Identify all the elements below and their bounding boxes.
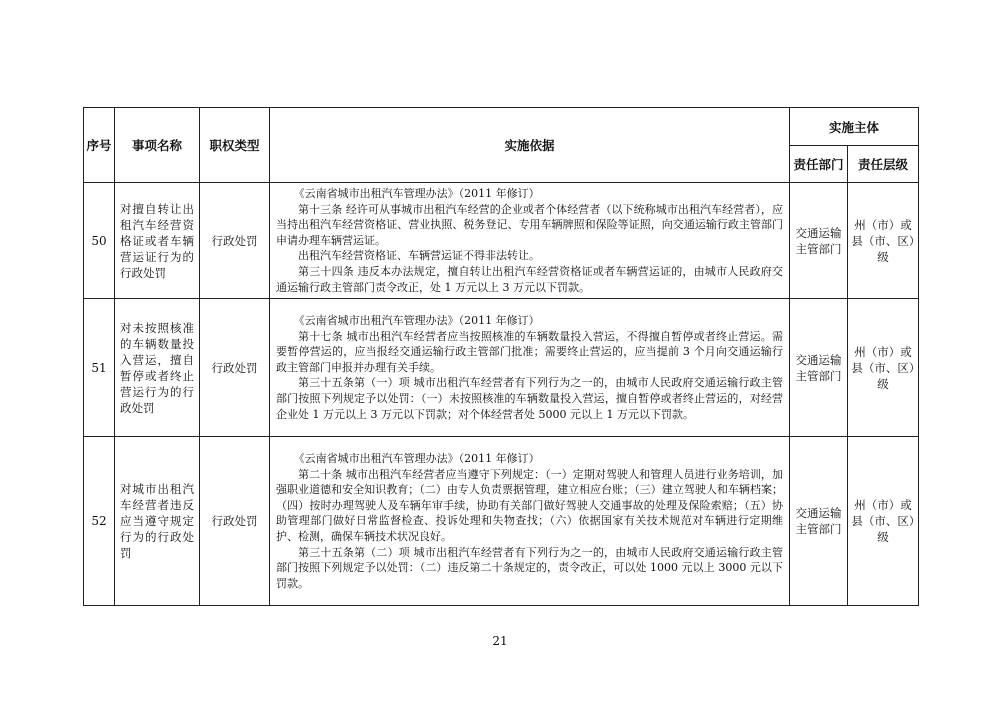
basis-paragraph: 出租汽车经营资格证、车辆营运证不得非法转让。 xyxy=(298,249,540,263)
basis-law-title: 《云南省城市出租汽车管理办法》（2011 年修订） xyxy=(293,187,540,200)
enforcement-items-table xyxy=(83,107,919,606)
row-seq: 51 xyxy=(84,299,115,437)
header-item-name: 事项名称 xyxy=(115,108,200,183)
row-item-name: 对城市出租汽车经营者违反应当遵守规定行为的行政处罚 xyxy=(115,437,200,606)
basis-law-title: 《云南省城市出租汽车管理办法》（2011 年修订） xyxy=(293,451,540,465)
row-level: 州（市）或县（市、区）级 xyxy=(848,299,919,437)
row-power-type: 行政处罚 xyxy=(200,437,270,606)
row-level: 州（市）或县（市、区）级 xyxy=(848,183,919,299)
row-basis xyxy=(270,299,790,437)
table-row xyxy=(84,437,919,606)
basis-paragraph: 第十七条 城市出租汽车经营者应当按照核准的车辆数量投入营运，不得擅自暂停或者终止营运。需要暂停营运的，应当报经交通运输行政主管部门批准；需要终止营运的，应当提前 3 个月向交通运输行政主管部门申报并办理有关手续。 xyxy=(276,329,783,374)
row-item-name: 对未按照核准的车辆数量投入营运，擅自暂停或者终止营运行为的行政处罚 xyxy=(115,299,200,437)
page-number: 21 xyxy=(492,634,508,648)
basis-paragraph: 第三十四条 违反本办法规定，擅自转让出租汽车经营资格证或者车辆营运证的，由城市人民政府交通运输行政主管部门责令改正，处 1 万元以上 3 万元以下罚款。 xyxy=(276,264,783,294)
basis-paragraph: 第三十五条第（一）项 城市出租汽车经营者有下列行为之一的，由城市人民政府交通运输行政主管部门按照下列规定予以处罚：（一）未按照核准的车辆数量投入营运，擅自暂停或者终止营运的，对经营企业处 1 万元以上 3 万元以下罚款；对个体经营者处 5000 元以上 1 万元以下罚款。 xyxy=(276,376,783,421)
row-power-type: 行政处罚 xyxy=(200,299,270,437)
row-basis xyxy=(270,437,790,606)
basis-paragraph: 第三十五条第（二）项 城市出租汽车经营者有下列行为之一的，由城市人民政府交通运输行政主管部门按照下列规定予以处罚：（二）违反第二十条规定的，责令改正，可以处 1000 元以上 3000 元以下罚款。 xyxy=(276,545,783,590)
row-item-name: 对擅自转让出租汽车经营资格证或者车辆营运证行为的行政处罚 xyxy=(115,183,200,299)
header-basis: 实施依据 xyxy=(270,108,790,183)
header-power-type: 职权类型 xyxy=(200,108,270,183)
row-dept: 交通运输主管部门 xyxy=(790,299,848,437)
header-level: 责任层级 xyxy=(848,146,919,183)
row-seq: 52 xyxy=(84,437,115,606)
row-seq: 50 xyxy=(84,183,115,299)
header-dept: 责任部门 xyxy=(790,146,848,183)
table-row xyxy=(84,299,919,437)
basis-paragraph: 第二十条 城市出租汽车经营者应当遵守下列规定：（一）定期对驾驶人和管理人员进行业务培训，加强职业道德和安全知识教育；（二）由专人负责票据管理，建立相应台账；（三）建立驾驶人和车辆档案；（四）按时办理驾驶人及车辆年审手续，协助有关部门做好驾驶人交通事故的处理及保险索赔；（五）协助管理部门做好日常监督检查、投诉处理和失物查找；（六）依据国家有关技术规范对车辆进行定期维护、检测，确保车辆技术状况良好。 xyxy=(276,467,783,543)
row-level: 州（市）或县（市、区）级 xyxy=(848,437,919,606)
header-subject: 实施主体 xyxy=(790,108,919,146)
row-basis xyxy=(270,183,790,299)
basis-law-title: 《云南省城市出租汽车管理办法》（2011 年修订） xyxy=(293,314,540,328)
header-seq: 序号 xyxy=(84,108,115,183)
basis-paragraph: 第十三条 经许可从事城市出租汽车经营的企业或者个体经营者（以下统称城市出租汽车经营者），应当持出租汽车经营资格证、营业执照、税务登记、专用车辆牌照和保险等证照，向交通运输行政主管部门申请办理车辆营运证。 xyxy=(276,202,783,247)
row-power-type: 行政处罚 xyxy=(200,183,270,299)
row-dept: 交通运输主管部门 xyxy=(790,183,848,299)
table-row xyxy=(84,183,919,299)
row-dept: 交通运输主管部门 xyxy=(790,437,848,606)
